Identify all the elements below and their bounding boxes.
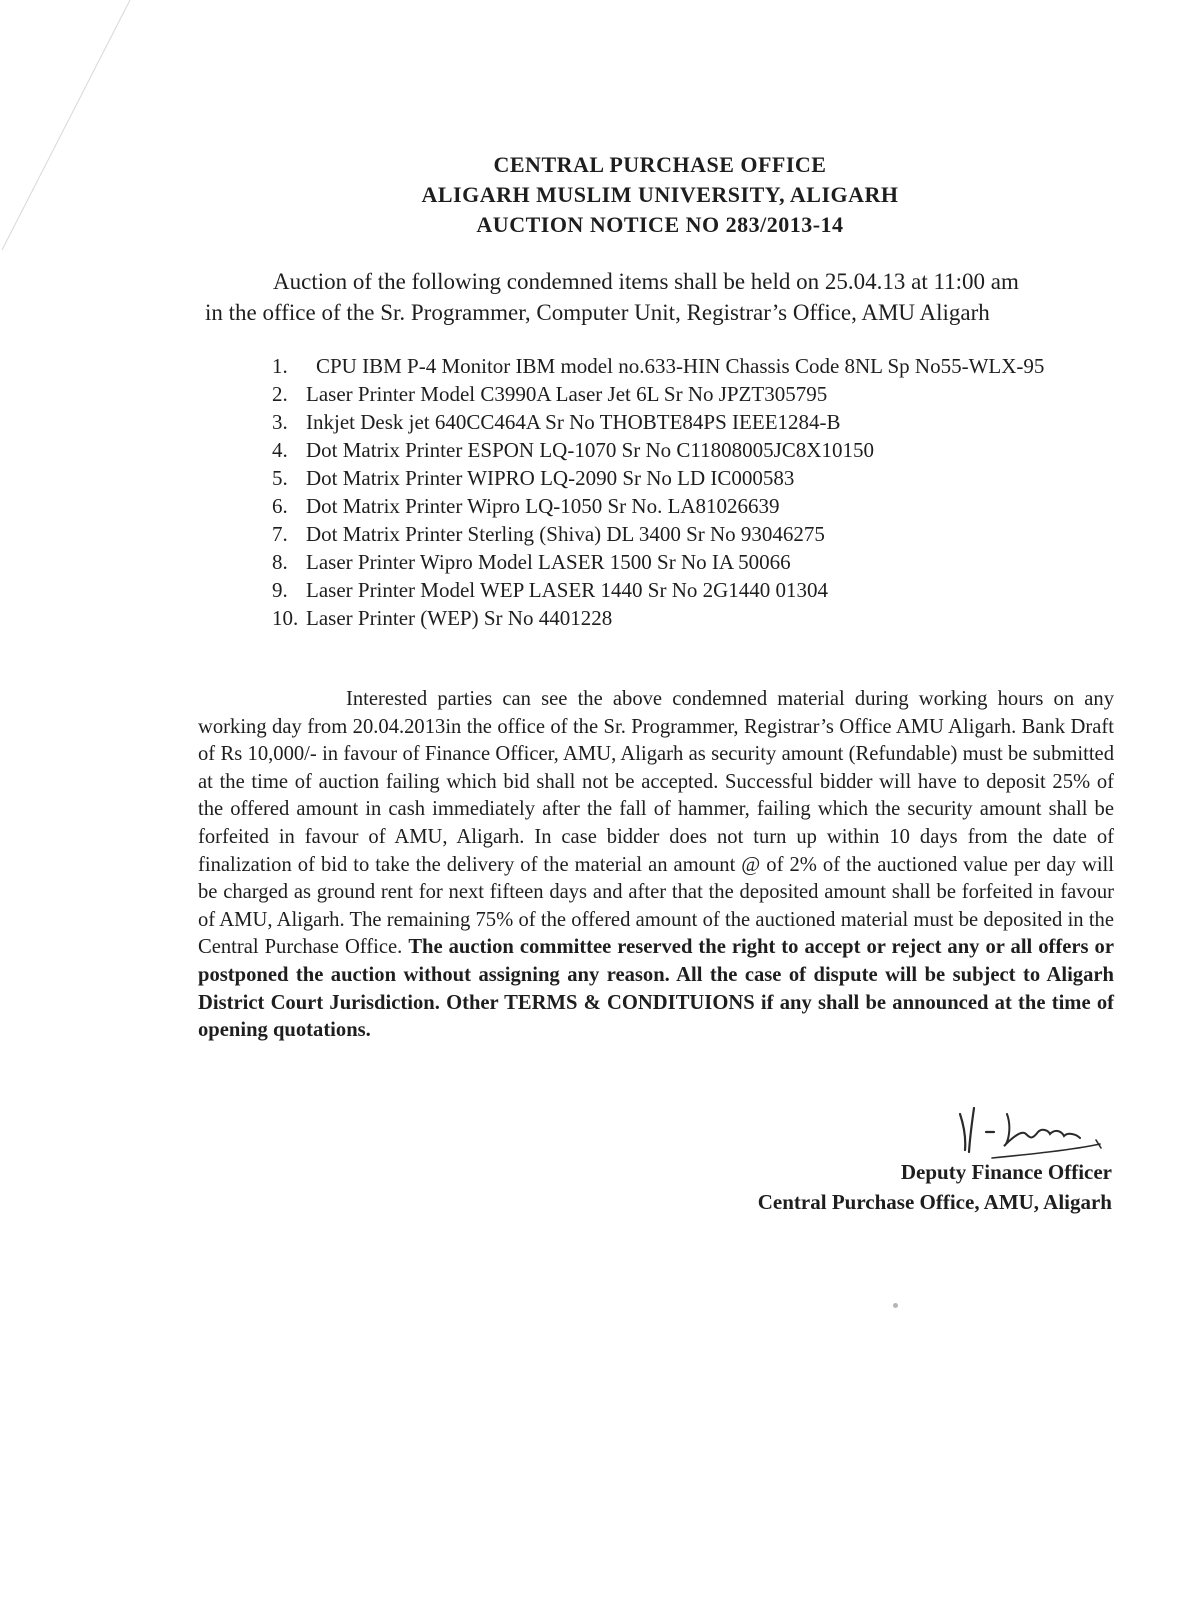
item-number: 8. <box>272 550 288 574</box>
list-item <box>272 436 1092 464</box>
item-number: 7. <box>272 522 288 546</box>
signatory-designation: Deputy Finance Officer <box>900 1160 1112 1184</box>
auction-items-list <box>272 352 1092 632</box>
intro-line-1: Auction of the following condemned items shall be held on 25.04.13 at 11:00 am <box>273 269 1019 294</box>
office-title: CENTRAL PURCHASE OFFICE <box>493 152 827 177</box>
item-text: Dot Matrix Printer Sterling (Shiva) DL 3400 Sr No 93046275 <box>306 522 825 546</box>
item-text: Inkjet Desk jet 640CC464A Sr No THOBTE84PS IEEE1284-B <box>306 410 841 434</box>
handwritten-signature <box>952 1092 1102 1162</box>
terms-paragraph <box>198 686 1114 1045</box>
list-item <box>272 408 1092 436</box>
signatory-office: Central Purchase Office, AMU, Aligarh <box>757 1190 1112 1214</box>
item-text: Dot Matrix Printer Wipro LQ-1050 Sr No. LA81026639 <box>306 494 780 518</box>
list-item <box>272 380 1092 408</box>
university-title: ALIGARH MUSLIM UNIVERSITY, ALIGARH <box>421 182 899 207</box>
terms-bold-text: The auction committee reserved the right to accept or reject any or all offers or postponed the auction without assigning any reason. All the case of dispute will be subject to Aligarh District Court Jurisdiction. Other TERMS & CONDITUIONS if any shall be announced at the time of opening quotations. <box>198 936 1114 1042</box>
item-text: Dot Matrix Printer WIPRO LQ-2090 Sr No LD IC000583 <box>306 466 795 490</box>
item-number: 2. <box>272 382 288 406</box>
item-number: 9. <box>272 578 288 602</box>
intro-paragraph <box>205 266 1145 328</box>
scan-speck <box>893 1303 898 1308</box>
item-number: 10. <box>272 606 299 630</box>
list-item <box>272 604 1092 632</box>
list-item <box>272 548 1092 576</box>
item-number: 4. <box>272 438 288 462</box>
intro-line-2: in the office of the Sr. Programmer, Computer Unit, Registrar’s Office, AMU Aligarh <box>205 300 990 325</box>
list-item <box>272 576 1092 604</box>
list-item <box>272 464 1092 492</box>
item-text: Laser Printer Wipro Model LASER 1500 Sr No IA 50066 <box>306 550 791 574</box>
item-text: Laser Printer Model WEP LASER 1440 Sr No 2G1440 01304 <box>306 578 829 602</box>
notice-header <box>0 150 1200 240</box>
list-item <box>272 352 1092 380</box>
item-number: 5. <box>272 466 288 490</box>
item-number: 6. <box>272 494 288 518</box>
item-text: Laser Printer (WEP) Sr No 4401228 <box>306 606 613 630</box>
list-item <box>272 492 1092 520</box>
item-number: 3. <box>272 410 288 434</box>
item-number: 1. <box>272 354 288 378</box>
notice-number: AUCTION NOTICE NO 283/2013-14 <box>476 212 844 237</box>
terms-regular-text: Interested parties can see the above condemned material during working hours on any working day from 20.04.2013in the office of the Sr. Programmer, Registrar’s Office AMU Aligarh. Bank Draft of Rs 10,000/- in favour of Finance Officer, AMU, Aligarh as security amount (Refundable) must be submitted at the time of auction failing which bid shall not be accepted. Successful bidder will have to deposit 25% of the offered amount in cash immediately after the fall of hammer, failing which the security amount shall be forfeited in favour of AMU, Aligarh. In case bidder does not turn up within 10 days from the date of finalization of bid to take the delivery of the material an amount @ of 2% of the auctioned value per day will be charged as ground rent for next fifteen days and after that the deposited amount shall be forfeited in favour of AMU, Aligarh. The remaining 75% of the offered amount of the auctioned material must be deposited in the Central Purchase Office. <box>198 688 1114 959</box>
item-text: CPU IBM P-4 Monitor IBM model no.633-HIN Chassis Code 8NL Sp No55-WLX-95 <box>316 354 1045 378</box>
item-text: Dot Matrix Printer ESPON LQ-1070 Sr No C11808005JC8X10150 <box>306 438 874 462</box>
item-text: Laser Printer Model C3990A Laser Jet 6L Sr No JPZT305795 <box>306 382 828 406</box>
list-item <box>272 520 1092 548</box>
signatory-block <box>758 1157 1112 1217</box>
